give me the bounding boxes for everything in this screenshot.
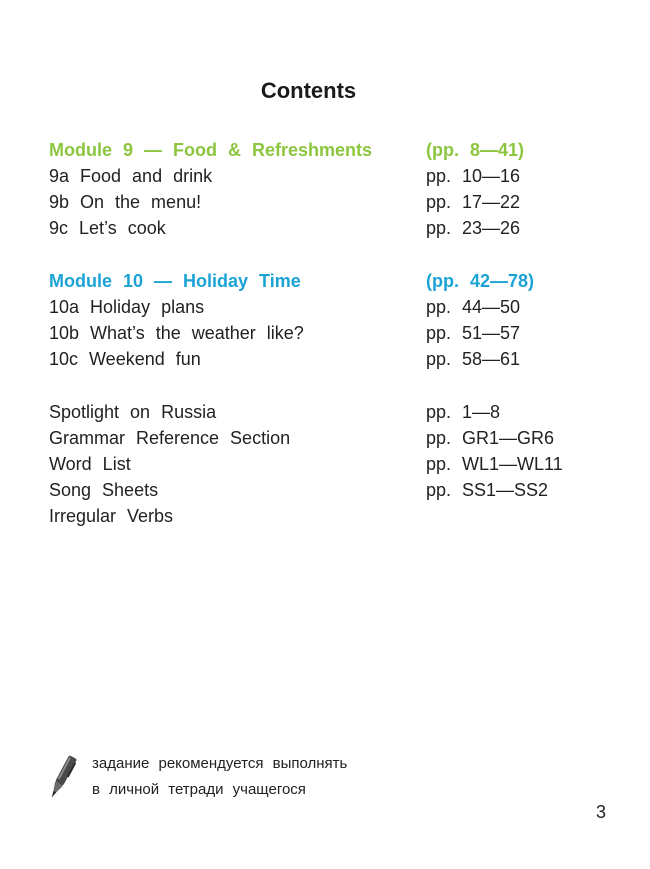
toc-extra-label: Song Sheets xyxy=(49,480,159,500)
toc-extra-pages: pp. GR1—GR6 xyxy=(426,428,555,448)
note-line-2: в личной тетради учащегося xyxy=(92,781,306,798)
toc-entry-label: 10a Holiday plans xyxy=(49,297,205,317)
toc-entry xyxy=(49,349,610,375)
module-9-heading xyxy=(49,140,610,166)
toc-entry-pages: pp. 58—61 xyxy=(426,349,521,369)
toc-entry-label: 9a Food and drink xyxy=(49,166,213,186)
toc-entry xyxy=(49,218,610,244)
toc-entry xyxy=(49,166,610,192)
toc-extra xyxy=(49,454,610,480)
module-10-pages: (pp. 42—78) xyxy=(426,271,535,291)
toc-extra-label: Grammar Reference Section xyxy=(49,428,291,448)
toc-entry-label: 9b On the menu! xyxy=(49,192,202,212)
toc-extra xyxy=(49,428,610,454)
toc-entry-label: 9c Let’s cook xyxy=(49,218,166,238)
toc-extra-label: Spotlight on Russia xyxy=(49,402,217,422)
toc-entry-pages: pp. 51—57 xyxy=(426,323,521,343)
toc-extra xyxy=(49,480,610,506)
module-9-pages: (pp. 8—41) xyxy=(426,140,525,160)
toc-extra-pages: pp. 1—8 xyxy=(426,402,501,422)
toc-entry xyxy=(49,323,610,349)
module-10-heading xyxy=(49,271,610,297)
toc-entry-pages: pp. 17—22 xyxy=(426,192,521,212)
toc-entry-pages: pp. 10—16 xyxy=(426,166,521,186)
toc-extra-pages: pp. SS1—SS2 xyxy=(426,480,549,500)
toc-entry-pages: pp. 44—50 xyxy=(426,297,521,317)
note-line-1: задание рекомендуется выполнять xyxy=(92,755,348,772)
toc-entry-pages: pp. 23—26 xyxy=(426,218,521,238)
toc-extra-pages: pp. WL1—WL11 xyxy=(426,454,563,474)
toc-entry xyxy=(49,297,610,323)
toc-extra-label: Irregular Verbs xyxy=(49,506,174,526)
toc-entry-label: 10b What’s the weather like? xyxy=(49,323,304,343)
pen-icon xyxy=(44,752,78,806)
page-title: Contents xyxy=(260,78,357,103)
toc-entry-label: 10c Weekend fun xyxy=(49,349,201,369)
toc-extra xyxy=(49,402,610,428)
toc-extra-label: Word List xyxy=(49,454,131,474)
page-number: 3 xyxy=(596,802,607,822)
module-9-label: Module 9 — Food & Refreshments xyxy=(49,140,373,160)
toc-entry xyxy=(49,192,610,218)
toc-extra xyxy=(49,506,610,532)
module-10-label: Module 10 — Holiday Time xyxy=(49,271,301,291)
